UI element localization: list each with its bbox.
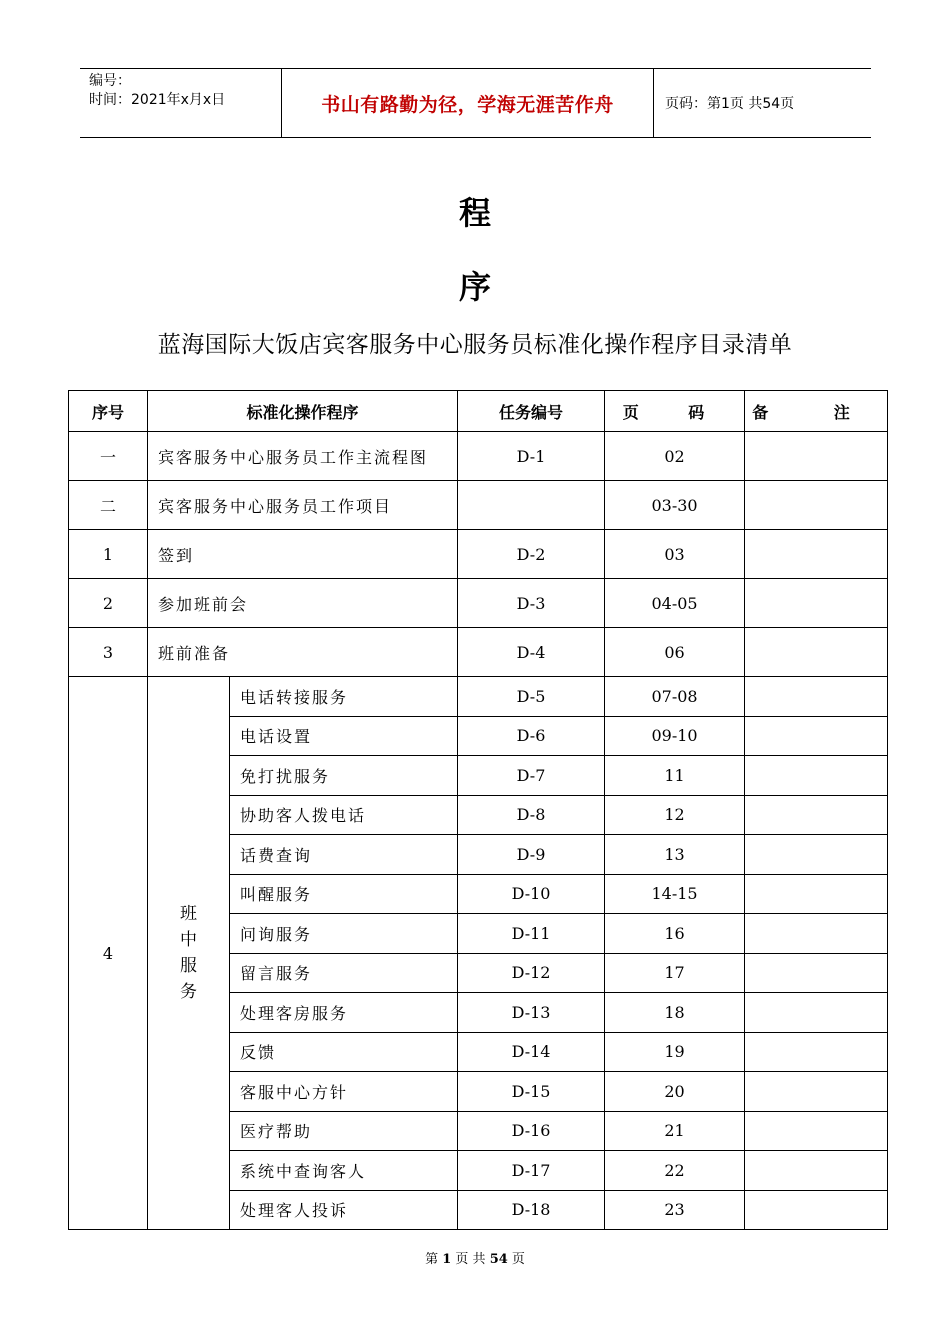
row-code: D-18 [458,1190,605,1230]
footer-page-number: 1 [442,1252,452,1267]
row-code: D-6 [458,716,605,756]
header-no: 序号 [69,391,148,432]
row-name: 反馈 [230,1032,458,1072]
footer-mid: 页 共 [455,1252,486,1267]
row-note [745,432,888,481]
footer-pre: 第 [425,1252,439,1267]
header-meta-cell [80,69,282,137]
header-page-info: 页码：第1页 共54页 [665,96,795,112]
row-code: D-10 [458,874,605,914]
row-name: 电话转接服务 [230,677,458,717]
header-task-code: 任务编号 [458,391,605,432]
row-name: 电话设置 [230,716,458,756]
row-name: 客服中心方针 [230,1072,458,1112]
row-code: D-15 [458,1072,605,1112]
row-page: 20 [605,1072,745,1112]
row-page: 13 [605,835,745,875]
row-no: 3 [69,628,148,677]
row-code: D-13 [458,993,605,1033]
row-page: 17 [605,953,745,993]
row-code: D-8 [458,795,605,835]
row-note [745,795,888,835]
row-page: 12 [605,795,745,835]
row-page: 06 [605,628,745,677]
page-footer [0,1248,950,1267]
table-header-row [69,391,888,432]
table-row [69,432,888,481]
row-name: 系统中查询客人 [230,1151,458,1191]
row-no: 2 [69,579,148,628]
row-note [745,874,888,914]
row-name: 协助客人拨电话 [230,795,458,835]
row-note [745,530,888,579]
row-code: D-9 [458,835,605,875]
row-code: D-16 [458,1111,605,1151]
row-code: D-12 [458,953,605,993]
row-page: 11 [605,756,745,796]
table-row [69,677,888,717]
row-note [745,1190,888,1230]
row-note [745,756,888,796]
row-note [745,716,888,756]
table-row [69,579,888,628]
row-name: 话费查询 [230,835,458,875]
row-code: D-17 [458,1151,605,1191]
row-name: 参加班前会 [148,579,458,628]
row-code: D-11 [458,914,605,954]
row-code: D-7 [458,756,605,796]
row-page: 03-30 [605,481,745,530]
row-no: 一 [69,432,148,481]
table-row [69,481,888,530]
document-header [80,68,871,138]
row-name: 免打扰服务 [230,756,458,796]
row-name: 问询服务 [230,914,458,954]
row-code: D-5 [458,677,605,717]
row-name: 班前准备 [148,628,458,677]
serial-label: 编号： [89,73,131,89]
row-name: 签到 [148,530,458,579]
row-note [745,914,888,954]
row-code: D-4 [458,628,605,677]
row-note [745,835,888,875]
row-name: 叫醒服务 [230,874,458,914]
row-name: 留言服务 [230,953,458,993]
row-note [745,953,888,993]
row-page: 03 [605,530,745,579]
title-char-2: 序 [458,268,491,306]
header-page: 页 码 [605,391,745,432]
row-no: 1 [69,530,148,579]
row-note [745,1151,888,1191]
row-name: 宾客服务中心服务员工作主流程图 [148,432,458,481]
group-label: 班中服务 [148,677,230,1230]
header-note: 备 注 [745,391,888,432]
row-page: 04-05 [605,579,745,628]
row-page: 19 [605,1032,745,1072]
row-code: D-1 [458,432,605,481]
row-page: 09-10 [605,716,745,756]
toc-table [68,390,888,1230]
header-motto: 书山有路勤为径，学海无涯苦作舟 [282,69,654,137]
row-note [745,1072,888,1112]
title-char-1: 程 [458,194,491,232]
row-note [745,677,888,717]
header-procedure: 标准化操作程序 [148,391,458,432]
time-label: 时间：2021年x月x日 [89,92,226,108]
row-name: 处理客房服务 [230,993,458,1033]
row-page: 23 [605,1190,745,1230]
row-note [745,628,888,677]
table-row [69,530,888,579]
row-code: D-3 [458,579,605,628]
row-page: 16 [605,914,745,954]
table-row [69,628,888,677]
row-code [458,481,605,530]
row-page: 14-15 [605,874,745,914]
row-no: 二 [69,481,148,530]
group-no: 4 [69,677,148,1230]
row-page: 18 [605,993,745,1033]
row-page: 02 [605,432,745,481]
row-code: D-14 [458,1032,605,1072]
row-name: 宾客服务中心服务员工作项目 [148,481,458,530]
row-page: 22 [605,1151,745,1191]
row-name: 处理客人投诉 [230,1190,458,1230]
row-note [745,993,888,1033]
footer-total-pages: 54 [489,1252,508,1267]
row-note [745,481,888,530]
row-code: D-2 [458,530,605,579]
row-name: 医疗帮助 [230,1111,458,1151]
row-page: 21 [605,1111,745,1151]
row-note [745,1032,888,1072]
footer-post: 页 [511,1252,525,1267]
row-page: 07-08 [605,677,745,717]
row-note [745,579,888,628]
row-note [745,1111,888,1151]
document-title: 蓝海国际大饭店宾客服务中心服务员标准化操作程序目录清单 [157,332,793,358]
